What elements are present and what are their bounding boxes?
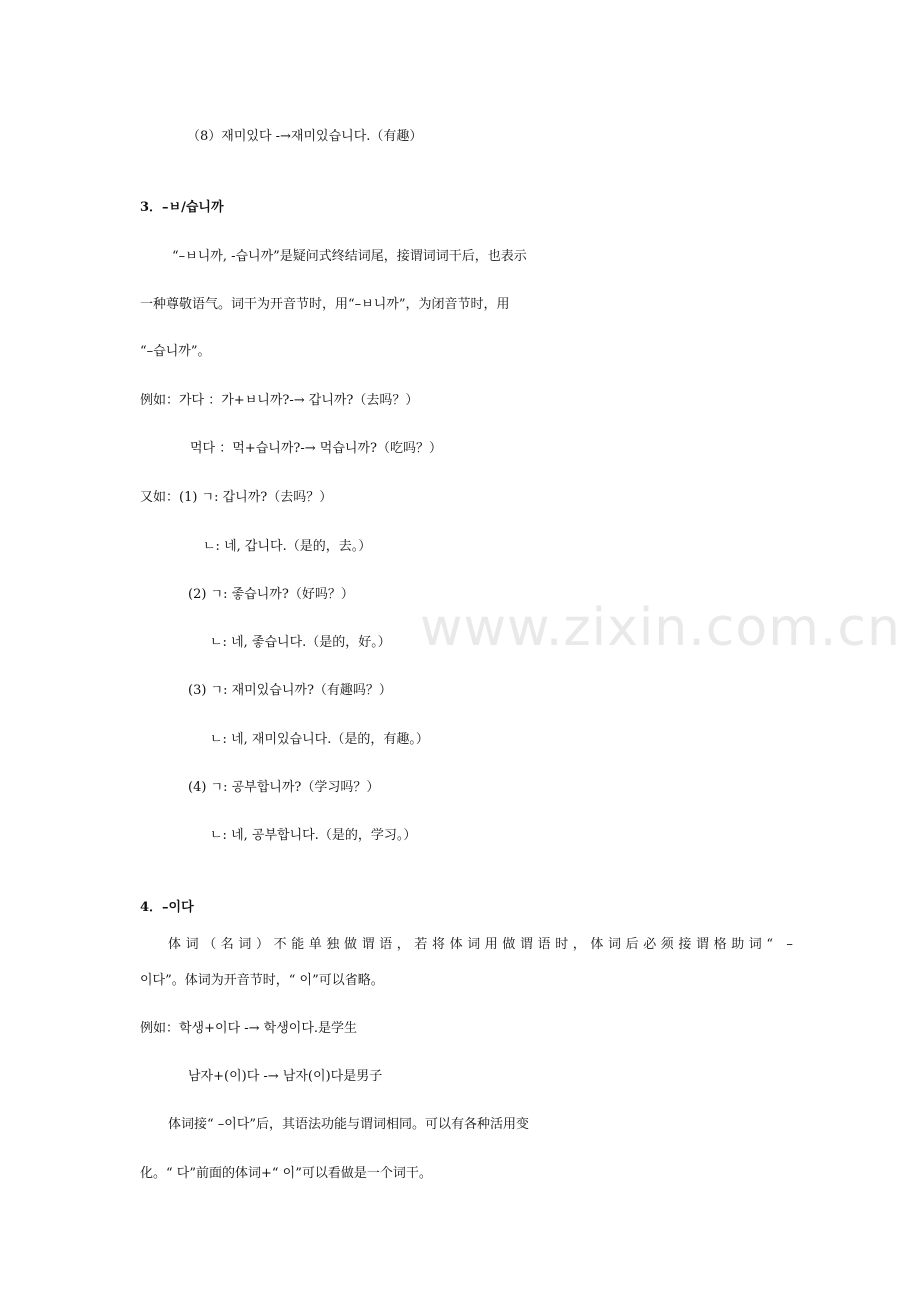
example-line: 먹다 ：먹+습니까?-→ 먹습니까?（吃吗？） [190, 441, 442, 456]
dialogue-line: ㄴ: 네, 재미있습니다.（是的，有趣。） [210, 732, 429, 747]
paragraph-line: 体词（名词）不能单独做谓语，若将体词用做谓语时，体词后必须接谓格助词“ – [168, 937, 798, 952]
dialogue-line: 又如：(1) ㄱ: 갑니까?（去吗？） [140, 490, 333, 505]
paragraph-line: “–습니까”。 [140, 344, 211, 359]
paragraph-line: 化。“ 다”前面的体词+“ 이”可以看做是一个词干。 [140, 1166, 432, 1181]
example-8-line: （8）재미있다 -→재미있습니다.（有趣） [187, 129, 423, 144]
paragraph-line: “–ㅂ니까, -습니까”是疑问式终结词尾，接谓词词干后，也表示 [172, 249, 527, 264]
dialogue-line: ㄴ: 네, 갑니다.（是的，去。） [203, 539, 372, 554]
example-line: 남자+(이)다 -→ 남자(이)다是男子 [188, 1069, 383, 1084]
dialogue-line: ㄴ: 네, 공부합니다.（是的，学习。） [210, 828, 417, 843]
paragraph-line: 이다”。体词为开音节时，“ 이”可以省略。 [140, 973, 384, 988]
dialogue-line: ㄴ: 네, 좋습니다.（是的，好。） [210, 635, 391, 650]
example-line: 例如：가다 ：가+ㅂ니까?-→ 갑니까?（去吗？） [140, 393, 419, 408]
dialogue-line: (2) ㄱ: 좋습니까?（好吗？） [188, 587, 354, 602]
paragraph-line: 一种尊敬语气。词干为开音节时，用“–ㅂ니까”，为闭音节时，用 [140, 297, 510, 312]
watermark: www.zixin.com.cn [420, 598, 901, 658]
dialogue-line: (4) ㄱ: 공부합니까?（学习吗？） [188, 780, 380, 795]
paragraph-line: 体词接“ –이다”后，其语法功能与谓词相同。可以有各种活用变 [168, 1117, 530, 1132]
dialogue-line: (3) ㄱ: 재미있습니까?（有趣吗？） [188, 683, 392, 698]
section-3-heading: 3．–ㅂ/습니까 [140, 200, 224, 215]
section-4-heading: 4．–이다 [140, 900, 194, 915]
example-line: 例如：학생+이다 -→ 학생이다.是学生 [140, 1021, 358, 1036]
